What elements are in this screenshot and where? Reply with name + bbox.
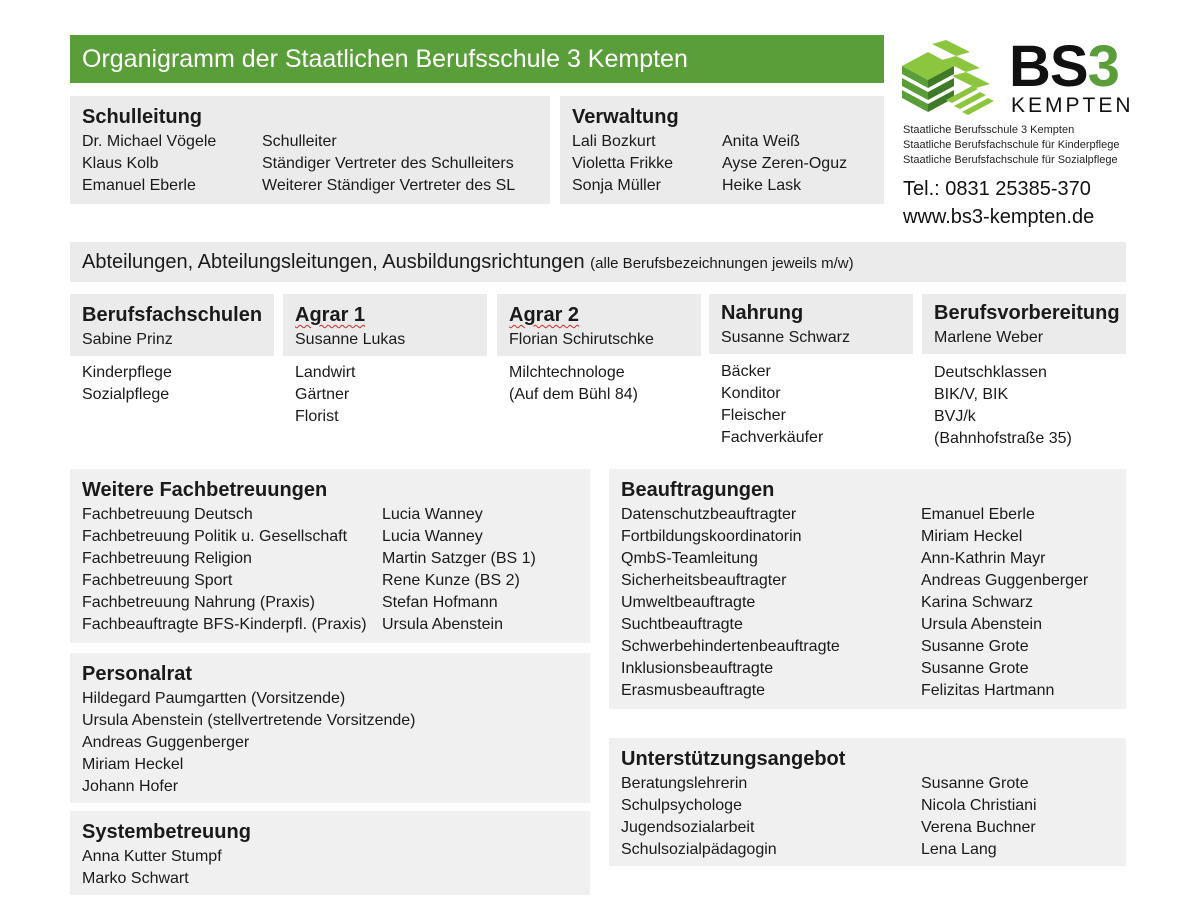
beauftragungen-box (609, 469, 1126, 709)
fachbetreuung-label: Fachbeauftragte BFS-Kinderpfl. (Praxis) (82, 616, 367, 633)
schulleitung-role: Schulleiter (262, 133, 337, 150)
dept-entry: Gärtner (295, 386, 350, 403)
beauftragung-name: Ursula Abenstein (921, 616, 1042, 633)
schulleitung-name: Emanuel Eberle (82, 177, 196, 194)
dept-title: Berufsfachschulen (82, 304, 263, 326)
schulleitung-title: Schulleitung (82, 106, 202, 128)
fachbetreuung-label: Fachbetreuung Deutsch (82, 506, 253, 523)
title-bar (70, 35, 884, 83)
schulleitung-role: Ständiger Vertreter des Schulleiters (262, 155, 514, 172)
dept-title: Nahrung (721, 302, 804, 324)
beauftragung-name: Karina Schwarz (921, 594, 1034, 611)
verwaltung-title: Verwaltung (572, 106, 679, 128)
systembetreuung-member: Marko Schwart (82, 870, 189, 887)
beauftragung-label: Fortbildungskoordinatorin (621, 528, 802, 545)
schulleitung-name: Dr. Michael Vögele (82, 133, 217, 150)
dept-entry: Landwirt (295, 364, 356, 381)
schulleitung-box (70, 96, 550, 204)
beauftragung-name: Felizitas Hartmann (921, 682, 1055, 699)
personalrat-box (70, 653, 590, 803)
fachbetreuungen-box (70, 469, 590, 643)
abteilungen-note: (alle Berufsbezeichnungen jeweils m/w) (590, 255, 854, 272)
verwaltung-person: Heike Lask (722, 177, 802, 194)
dept-agrar-2 (497, 294, 701, 356)
dept-nahrung (709, 294, 913, 354)
dept-entry: Bäcker (721, 363, 771, 380)
dept-entry: Konditor (721, 385, 781, 402)
fachbetreuung-name: Lucia Wanney (382, 506, 483, 523)
unterstuetzung-label: Beratungslehrerin (621, 775, 748, 792)
personalrat-member: Miriam Heckel (82, 756, 184, 773)
dept-lead: Susanne Lukas (295, 331, 406, 348)
beauftragungen-title: Beauftragungen (621, 479, 775, 501)
unterstuetzung-name: Verena Buchner (921, 819, 1036, 836)
personalrat-title: Personalrat (82, 663, 193, 685)
fachbetreuung-label: Fachbetreuung Sport (82, 572, 233, 589)
beauftragung-label: Umweltbeauftragte (621, 594, 756, 611)
fachbetreuung-name: Lucia Wanney (382, 528, 483, 545)
personalrat-member: Ursula Abenstein (stellvertretende Vorsitzende) (82, 712, 416, 729)
beauftragung-name: Miriam Heckel (921, 528, 1023, 545)
dept-entry: Kinderpflege (82, 364, 172, 381)
unterstuetzung-name: Nicola Christiani (921, 797, 1037, 814)
bs3-logo-icon (902, 40, 1002, 118)
dept-berufsfachschulen (70, 294, 274, 356)
systembetreuung-member: Anna Kutter Stumpf (82, 848, 222, 865)
abteilungen-title: Abteilungen, Abteilungsleitungen, Ausbildungsrichtungen (82, 251, 585, 273)
dept-lead: Sabine Prinz (82, 331, 173, 348)
fachbetreuung-name: Ursula Abenstein (382, 616, 503, 633)
page-title: Organigramm der Staatlichen Berufsschule 3 Kempten (82, 45, 688, 73)
beauftragung-label: Erasmusbeauftragte (621, 682, 766, 699)
verwaltung-box (560, 96, 884, 204)
beauftragung-label: QmbS-Teamleitung (621, 550, 758, 567)
dept-entry: Fachverkäufer (721, 429, 824, 446)
systembetreuung-title: Systembetreuung (82, 821, 251, 843)
dept-berufsvorbereitung (922, 294, 1126, 354)
unterstuetzung-title: Unterstützungsangebot (621, 748, 846, 770)
beauftragung-label: Sicherheitsbeauftragter (621, 572, 787, 589)
unterstuetzung-label: Jugendsozialarbeit (621, 819, 755, 836)
unterstuetzung-label: Schulpsychologe (621, 797, 742, 814)
beauftragung-label: Schwerbehindertenbeauftragte (621, 638, 840, 655)
dept-lead: Susanne Schwarz (721, 329, 850, 346)
school-line-2: Staatliche Berufsfachschule für Kinderpflege (903, 139, 1120, 151)
beauftragung-label: Inklusionsbeauftragte (621, 660, 774, 677)
dept-entry: BVJ/k (934, 408, 976, 425)
logo-wordmark: BS3 (1009, 34, 1119, 99)
fachbetreuung-name: Rene Kunze (BS 2) (382, 572, 520, 589)
dept-agrar-1 (283, 294, 487, 356)
school-line-3: Staatliche Berufsfachschule für Sozialpflege (903, 154, 1118, 166)
beauftragung-label: Datenschutzbeauftragter (621, 506, 797, 523)
unterstuetzung-name: Lena Lang (921, 841, 997, 858)
fachbetreuung-label: Fachbetreuung Nahrung (Praxis) (82, 594, 316, 611)
fachbetreuung-label: Fachbetreuung Religion (82, 550, 252, 567)
fachbetreuung-label: Fachbetreuung Politik u. Gesellschaft (82, 528, 348, 545)
dept-entry: Fleischer (721, 407, 786, 424)
verwaltung-person: Ayse Zeren-Oguz (722, 155, 848, 172)
logo-city: KEMPTEN (1011, 94, 1134, 117)
unterstuetzung-box (609, 738, 1126, 866)
dept-title: Agrar 1 (295, 304, 366, 326)
verwaltung-person: Violetta Frikke (572, 155, 674, 172)
dept-entry: (Auf dem Bühl 84) (509, 386, 638, 403)
verwaltung-person: Sonja Müller (572, 177, 661, 194)
school-line-1: Staatliche Berufsschule 3 Kempten (903, 124, 1075, 136)
personalrat-member: Andreas Guggenberger (82, 734, 250, 751)
schulleitung-name: Klaus Kolb (82, 155, 159, 172)
dept-entry: (Bahnhofstraße 35) (934, 430, 1072, 447)
dept-entry: BIK/V, BIK (934, 386, 1009, 403)
phone-number: Tel.: 0831 25385-370 (903, 178, 1091, 200)
dept-entry: Milchtechnologe (509, 364, 625, 381)
systembetreuung-box (70, 811, 590, 895)
beauftragung-label: Suchtbeauftragte (621, 616, 743, 633)
beauftragung-name: Andreas Guggenberger (921, 572, 1089, 589)
website-link[interactable]: www.bs3-kempten.de (903, 206, 1095, 228)
personalrat-member: Hildegard Paumgartten (Vorsitzende) (82, 690, 346, 707)
dept-entry: Deutschklassen (934, 364, 1047, 381)
unterstuetzung-label: Schulsozialpädagogin (621, 841, 777, 858)
fachbetreuung-name: Martin Satzger (BS 1) (382, 550, 536, 567)
beauftragung-name: Ann-Kathrin Mayr (921, 550, 1046, 567)
dept-title: Berufsvorbereitung (934, 302, 1120, 324)
dept-entry: Sozialpflege (82, 386, 170, 403)
verwaltung-person: Lali Bozkurt (572, 133, 656, 150)
verwaltung-person: Anita Weiß (722, 133, 800, 150)
unterstuetzung-name: Susanne Grote (921, 775, 1029, 792)
fachbetreuung-name: Stefan Hofmann (382, 594, 498, 611)
fachbetreuungen-title: Weitere Fachbetreuungen (82, 479, 328, 501)
abteilungen-header (70, 242, 1126, 282)
dept-lead: Florian Schirutschke (509, 331, 654, 348)
dept-lead: Marlene Weber (934, 329, 1044, 346)
personalrat-member: Johann Hofer (82, 778, 179, 795)
dept-entry: Florist (295, 408, 339, 425)
beauftragung-name: Emanuel Eberle (921, 506, 1035, 523)
beauftragung-name: Susanne Grote (921, 660, 1029, 677)
dept-title: Agrar 2 (509, 304, 580, 326)
beauftragung-name: Susanne Grote (921, 638, 1029, 655)
schulleitung-role: Weiterer Ständiger Vertreter des SL (262, 177, 516, 194)
